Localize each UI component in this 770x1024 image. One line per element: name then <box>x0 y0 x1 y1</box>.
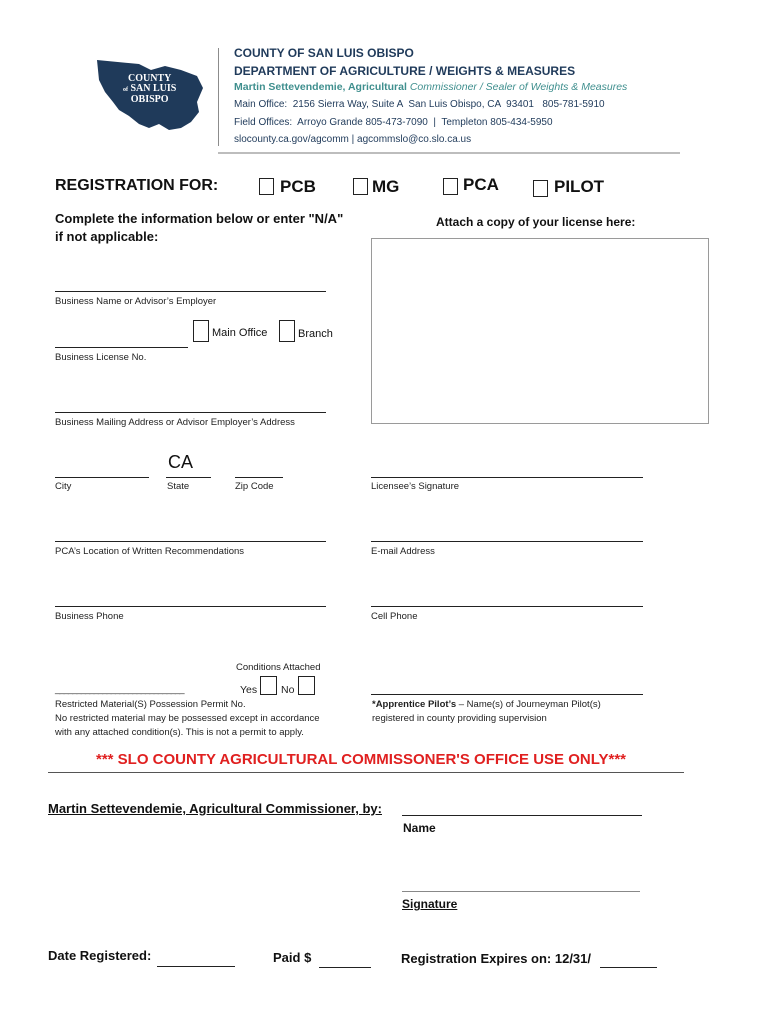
business-phone-line[interactable] <box>55 606 326 607</box>
registration-label: REGISTRATION FOR: <box>55 177 219 194</box>
paid-line[interactable] <box>319 967 371 968</box>
main-office-label: Main Office <box>212 327 268 339</box>
apprentice-pilot-text: – Name(s) of Journeyman Pilot(s) <box>456 699 601 710</box>
checkbox-pcb[interactable] <box>259 178 274 195</box>
office-use-divider <box>48 772 684 773</box>
date-registered-label: Date Registered: <box>48 948 152 963</box>
instructions-line2: if not applicable: <box>55 229 159 244</box>
logo-text-obispo: OBISPO <box>130 94 169 105</box>
header-commissioner-title: Commissioner / Sealer of Weights & Measures <box>409 81 628 93</box>
license-attach-box[interactable] <box>371 238 709 424</box>
mailing-address-line[interactable] <box>55 412 326 413</box>
branch-label: Branch <box>298 328 333 340</box>
header-divider <box>218 152 680 154</box>
business-phone-label: Business Phone <box>55 611 124 622</box>
business-name-line[interactable] <box>55 291 326 292</box>
no-label: No <box>281 684 295 696</box>
option-pcb: PCB <box>280 177 316 196</box>
conditions-attached-label: Conditions Attached <box>236 662 321 673</box>
business-license-label: Business License No. <box>55 352 147 363</box>
restricted-note-1: No restricted material may be possessed except in accordance <box>55 713 320 724</box>
checkbox-conditions-yes[interactable] <box>260 676 277 695</box>
state-label: State <box>167 481 190 492</box>
pca-location-line[interactable] <box>55 541 326 542</box>
zip-label: Zip Code <box>235 481 274 492</box>
apprentice-pilot-note: registered in county providing supervision <box>372 713 547 724</box>
business-license-line[interactable] <box>55 347 188 348</box>
header-main-office: Main Office: 2156 Sierra Way, Suite A San Luis Obispo, CA 93401 805-781-5910 <box>234 99 605 110</box>
checkbox-branch[interactable] <box>279 320 295 342</box>
header-web: slocounty.ca.gov/agcomm | agcommslo@co.slo.ca.us <box>234 134 472 145</box>
apprentice-pilot-line[interactable] <box>371 694 643 695</box>
expires-label: Registration Expires on: 12/31/ <box>401 951 592 966</box>
attach-license-label: Attach a copy of your license here: <box>436 215 636 229</box>
logo-text-of: of <box>123 87 128 93</box>
header-commissioner-name: Martin Settevendemie, Agricultural <box>234 81 407 93</box>
header-divider-vertical <box>218 48 219 146</box>
checkbox-main-office[interactable] <box>193 320 209 342</box>
apprentice-pilot-label: *Apprentice Pilot’s <box>372 699 457 710</box>
county-logo <box>93 58 205 134</box>
email-line[interactable] <box>371 541 643 542</box>
business-name-label: Business Name or Advisor’s Employer <box>55 296 217 307</box>
email-label: E-mail Address <box>371 546 435 557</box>
instructions-line1: Complete the information below or enter "N/A" <box>55 211 344 226</box>
header-county: COUNTY OF SAN LUIS OBISPO <box>234 46 414 60</box>
paid-label: Paid $ <box>273 950 312 965</box>
pca-location-label: PCA’s Location of Written Recommendations <box>55 546 245 557</box>
option-pilot: PILOT <box>554 177 605 196</box>
expires-year-line[interactable] <box>600 967 657 968</box>
restricted-permit-label: Restricted Material(S) Possession Permit No. <box>55 699 246 710</box>
licensee-signature-line[interactable] <box>371 477 643 478</box>
cell-phone-line[interactable] <box>371 606 643 607</box>
commissioner-by-label: Martin Settevendemie, Agricultural Commissioner, by: <box>48 801 382 816</box>
checkbox-pca[interactable] <box>443 178 458 195</box>
commissioner-name-line[interactable] <box>402 815 642 816</box>
checkbox-pilot[interactable] <box>533 180 548 197</box>
licensee-signature-label: Licensee’s Signature <box>371 481 460 492</box>
signature-label: Signature <box>402 897 458 911</box>
city-label: City <box>55 481 72 492</box>
option-mg: MG <box>372 177 400 196</box>
restricted-note-2: with any attached condition(s). This is not a permit to apply. <box>55 727 304 738</box>
zip-line[interactable] <box>235 477 283 478</box>
state-value[interactable]: CA <box>168 452 194 472</box>
option-pca: PCA <box>463 175 499 194</box>
logo-text-county: COUNTY <box>128 73 172 84</box>
checkbox-mg[interactable] <box>353 178 368 195</box>
office-use-banner: *** SLO COUNTY AGRICULTURAL COMMISSONER'S OFFICE USE ONLY*** <box>96 751 627 768</box>
header-department: DEPARTMENT OF AGRICULTURE / WEIGHTS & MEASURES <box>234 64 576 78</box>
date-registered-line[interactable] <box>157 966 235 967</box>
city-line[interactable] <box>55 477 149 478</box>
logo-text-sanluis: SAN LUIS <box>130 83 177 94</box>
yes-label: Yes <box>240 684 258 696</box>
checkbox-conditions-no[interactable] <box>298 676 315 695</box>
header-field-offices: Field Offices: Arroyo Grande 805-473-7090 | Templeton 805-434-5950 <box>234 117 553 128</box>
permit-number-blank[interactable]: ______________________________ <box>55 684 184 695</box>
commissioner-signature-line[interactable] <box>402 891 640 892</box>
mailing-address-label: Business Mailing Address or Advisor Employer’s Address <box>55 417 295 428</box>
cell-phone-label: Cell Phone <box>371 611 418 622</box>
name-label: Name <box>403 821 436 835</box>
state-line <box>166 477 211 478</box>
